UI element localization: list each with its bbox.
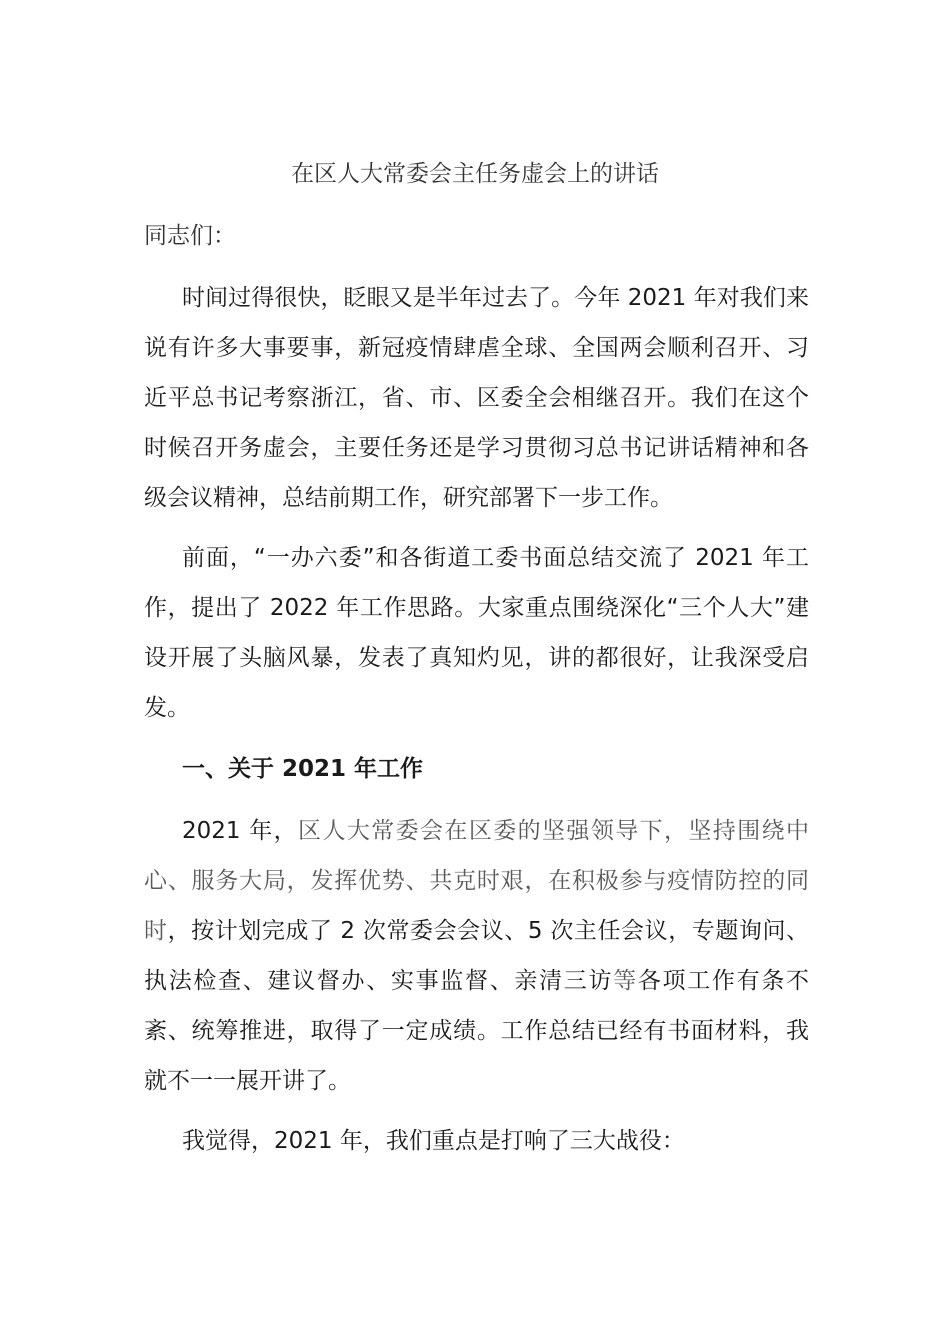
section-heading-1: 一、关于 2021 年工作 <box>182 756 424 782</box>
paragraph-2: 前面，“一办六委”和各街道工委书面总结交流了 2021 年工作，提出了 2022 年工作思路。大家重点围绕深化“三个人大”建设开展了头脑风暴，发表了真知灼见，讲的都很好，让我深受启发。 <box>144 545 809 721</box>
paragraph-3-tail: 各项工作有条不紊、统筹推进，取得了一定成绩。工作总结已经有书面材料，我就不一一展开讲了。 <box>144 968 810 1094</box>
paragraph-3-body: ，按计划完成了 2 次常委会会议、5 次主任会议，专题询问、执法检查、建议督办、实事监督、亲清三访 <box>144 918 810 994</box>
paragraph-1: 时间过得很快，眨眼又是半年过去了。今年 2021 年对我们来说有许多大事要事，新冠疫情肆虐全球、全国两会顺利召开、习近平总书记考察浙江，省、市、区委全会相继召开。我们在这个时候召开务虚会，主要任务还是学习贯彻习总书记讲话精神和各级会议精神，总结前期工作，研究部署下一步工作。 <box>144 285 809 511</box>
paragraph-3-word: 等 <box>613 968 638 994</box>
paragraph-3-highlight: 区人大常委会在区委的坚强领导下，坚持围绕中心、服务大局，发挥优势、共克时艰，在积极参与疫情防控的同时 <box>144 818 809 944</box>
paragraph-4: 我觉得，2021 年，我们重点是打响了三大战役： <box>182 1128 685 1154</box>
salutation: 同志们： <box>144 223 236 249</box>
paragraph-3-lead: 2021 年， <box>182 818 299 844</box>
paragraph-3 <box>144 806 809 1106</box>
document-title: 在区人大常委会主任务虚会上的讲话 <box>291 161 659 187</box>
